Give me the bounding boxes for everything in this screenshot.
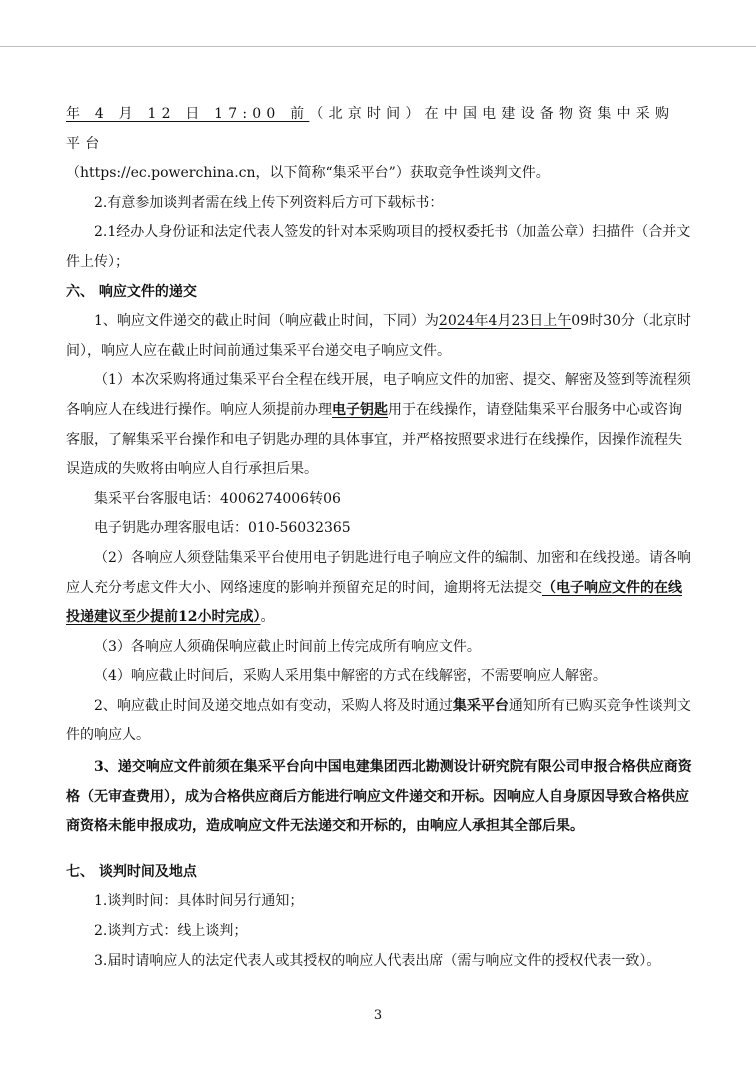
paragraph-authorization: 2.1经办人身份证和法定代表人签发的针对本采购项目的授权委托书（加盖公章）扫描件（合并文件上传）； [66,224,691,270]
paragraph-negotiation-time: 1.谈判时间：具体时间另行通知； [94,893,304,910]
submission-advice: （电子响应文件的在线投递建议至少提前12小时完成） [66,579,682,626]
paragraph-upload: （3）各响应人须确保响应截止时间前上传完成所有响应文件。 [94,638,481,655]
platform-text: （北京时间）在中国电建设备物资集中采购平台 [66,106,675,152]
e-key-emphasis: 电子钥匙 [332,401,388,418]
paragraph-requirements: 2.有意参加谈判者需在线上传下列资料后方可下载标书： [94,194,444,211]
paragraph-changes [66,692,692,751]
section-heading-7: 七、 谈判时间及地点 [66,863,197,880]
changes-text: 2、响应截止时间及递交地点如有变动，采购人将及时通过 [94,697,453,714]
paragraph-deadline [66,307,692,366]
deadline-time-text: 09时30分（北京时间），响应人应在截止时间前通过集采平台递交电子响应文件。 [66,313,691,359]
online-process-text-2: 用于在线操作，请登陆集采平台服务中心或咨询客服，了解集采平台操作和电子钥匙办理的具体事宜，并严格按照要求进行在线操作，因操作流程失误造成的失败将由响应人自行承担后果。 [66,401,682,478]
document-body [66,100,692,976]
paragraph-qualification: 3、递交响应文件前须在集采平台向中国电建集团西北勘测设计研究院有限公司申报合格供应商资格（无审查费用），成为合格供应商后方能进行响应文件递交和开标。因响应人自身原因导致合格供应商资格未能申报成功，造成响应文件无法递交和开标的，由响应人承担其全部后果。 [66,759,692,835]
paragraph-decrypt: （4）响应截止时间后，采购人采用集中解密的方式在线解密，不需要响应人解密。 [94,668,607,685]
platform-emphasis: 集采平台 [452,697,509,714]
ekey-phone: 电子钥匙办理客服电话：010-56032365 [94,520,351,537]
deadline-date: 2024年4月23日上午 [438,313,572,330]
platform-phone: 集采平台客服电话：4006274006转06 [94,490,341,507]
deadline-text: 1、响应文件递交的截止时间（响应截止时间，下同）为 [94,313,439,330]
submission-text: （2）各响应人须登陆集采平台使用电子钥匙进行电子响应文件的编制、加密和在线投递。请各响应人充分考虑文件大小、网络速度的影响并预留充足的时间，逾期将无法提交 [66,549,691,596]
section-heading-6: 六、 响应文件的递交 [66,283,197,300]
paragraph-online-process [66,366,692,484]
paragraph-get-docs [66,100,692,159]
paragraph-url: （https://ec.powerchina.cn，以下简称“集采平台”）获取竞争性谈判文件。 [66,165,550,182]
paragraph-negotiation-mode: 2.谈判方式：线上谈判； [94,923,248,940]
online-process-text: （1）本次采购将通过集采平台全程在线开展，电子响应文件的加密、提交、解密及签到等流程须各响应人在线进行操作。响应人须提前办理 [66,372,691,418]
deadline-date-underlined: 年 4 月 12 日 17:00 前 [66,106,310,122]
submission-end: 。 [260,609,275,626]
paragraph-submission [66,544,692,633]
page-number: 3 [373,1008,383,1023]
changes-text-2: 通知所有已购买竞争性谈判文件的响应人。 [66,697,691,744]
paragraph-attendance: 3.届时请响应人的法定代表人或其授权的响应人代表出席（需与响应文件的授权代表一致）。 [94,952,661,969]
header-rule [0,46,756,47]
